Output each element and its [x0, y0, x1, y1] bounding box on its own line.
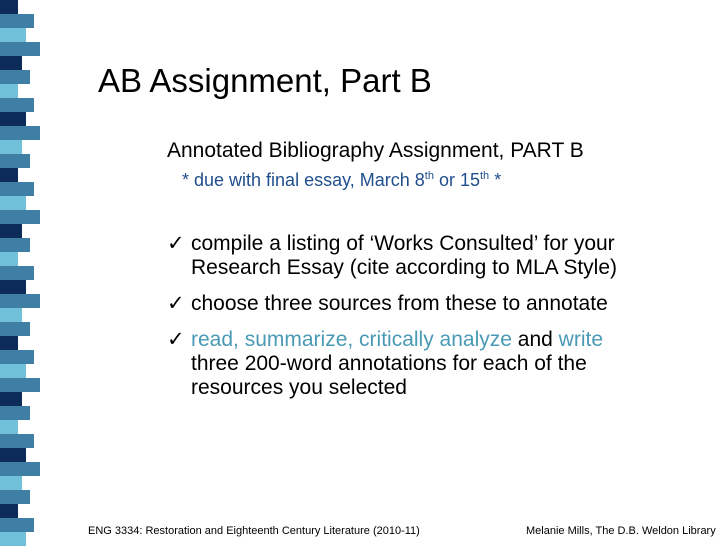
- due-superscript-1: th: [424, 170, 434, 182]
- strip-block: [0, 434, 34, 448]
- strip-block: [0, 56, 22, 70]
- footer-course: ENG 3334: Restoration and Eighteenth Century Literature (2010-11): [88, 525, 420, 537]
- bullet-choose-sources: [167, 292, 608, 316]
- footer-author: Melanie Mills, The D.B. Weldon Library: [526, 525, 716, 537]
- strip-block: [0, 0, 18, 14]
- strip-block: [0, 196, 26, 210]
- strip-block: [0, 70, 30, 84]
- bullet-compile-listing: [167, 232, 617, 280]
- strip-block: [0, 322, 30, 336]
- strip-block: [0, 224, 22, 238]
- strip-block: [0, 28, 26, 42]
- bullet-text: and: [511, 328, 559, 351]
- strip-block: [0, 238, 30, 252]
- strip-block: [0, 140, 22, 154]
- strip-block: [0, 336, 18, 350]
- strip-block: [0, 392, 22, 406]
- bullet-line: resources you selected: [191, 376, 407, 399]
- strip-block: [0, 84, 18, 98]
- strip-block: [0, 364, 26, 378]
- strip-block: [0, 182, 34, 196]
- strip-block: [0, 406, 30, 420]
- due-date-line: [182, 164, 501, 192]
- bullet-read-summarize: [167, 328, 603, 400]
- strip-block: [0, 210, 40, 224]
- highlight-read-summarize-analyze: read, summarize, critically analyze: [191, 328, 512, 351]
- strip-block: [0, 518, 34, 532]
- due-suffix: *: [489, 170, 502, 190]
- strip-block: [0, 504, 18, 518]
- strip-block: [0, 126, 40, 140]
- strip-block: [0, 280, 26, 294]
- strip-block: [0, 476, 22, 490]
- bullet-line: Research Essay (cite according to MLA Style): [191, 256, 618, 279]
- strip-block: [0, 98, 34, 112]
- strip-block: [0, 448, 26, 462]
- due-superscript-2: th: [480, 170, 490, 182]
- decorative-color-strip: [0, 0, 80, 546]
- strip-block: [0, 266, 34, 280]
- strip-block: [0, 462, 40, 476]
- strip-block: [0, 168, 18, 182]
- strip-block: [0, 420, 18, 434]
- strip-block: [0, 490, 30, 504]
- strip-block: [0, 42, 40, 56]
- strip-block: [0, 112, 26, 126]
- bullet-line: three 200-word annotations for each of the: [191, 352, 587, 375]
- slide-subtitle: Annotated Bibliography Assignment, PART B: [167, 139, 584, 162]
- strip-block: [0, 14, 34, 28]
- strip-block: [0, 532, 26, 546]
- checkmark-icon: ✓: [167, 292, 185, 315]
- due-prefix: * due with final essay, March 8: [182, 170, 425, 190]
- highlight-write: write: [558, 328, 603, 351]
- strip-block: [0, 252, 18, 266]
- strip-block: [0, 350, 34, 364]
- slide-title: AB Assignment, Part B: [98, 62, 432, 99]
- bullet-line: compile a listing of ‘Works Consulted’ for your: [191, 232, 615, 255]
- checkmark-icon: ✓: [167, 232, 185, 255]
- strip-block: [0, 308, 22, 322]
- checkmark-icon: ✓: [167, 328, 185, 351]
- strip-block: [0, 294, 40, 308]
- bullet-line: choose three sources from these to annotate: [191, 292, 608, 315]
- due-mid: or 15: [433, 170, 480, 190]
- strip-block: [0, 378, 40, 392]
- strip-block: [0, 154, 30, 168]
